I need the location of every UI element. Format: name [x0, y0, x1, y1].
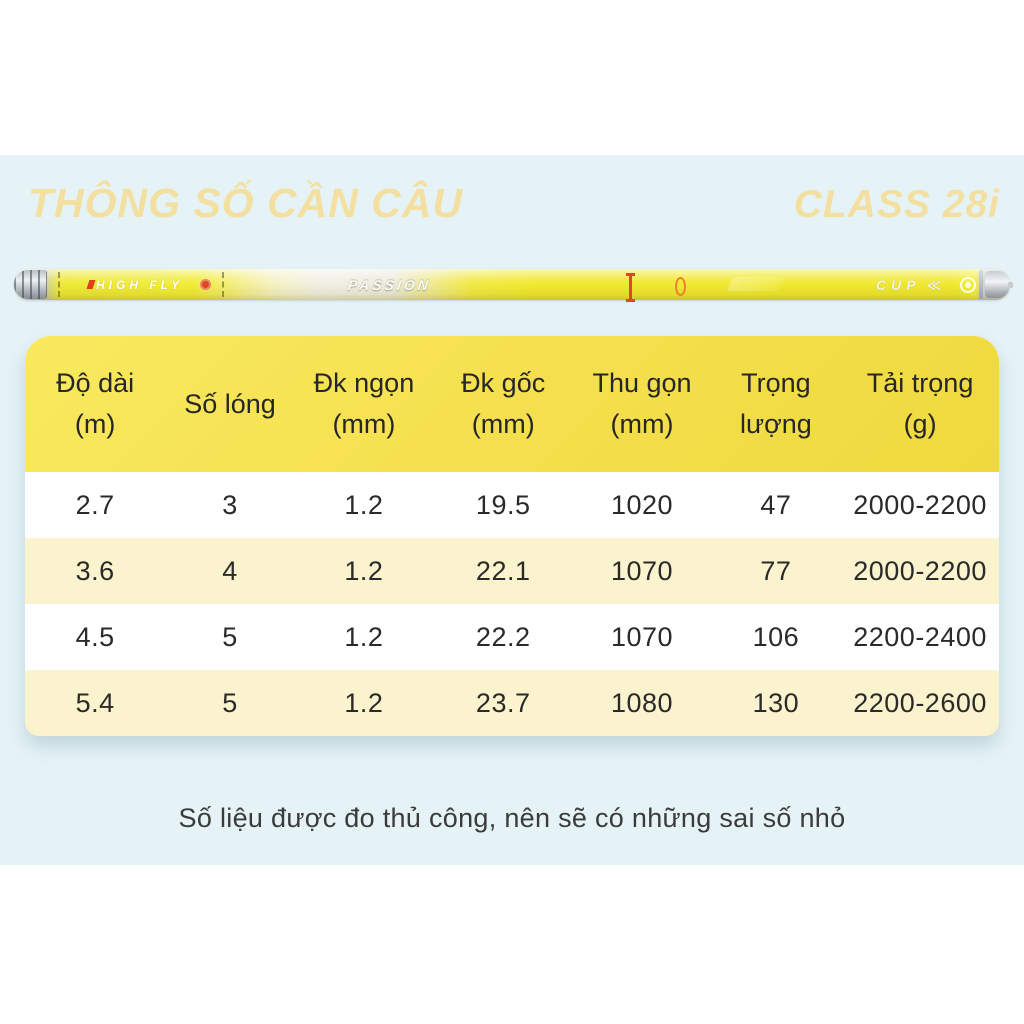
measurement-footnote: Số liệu được đo thủ công, nên sẽ có những sai số nhỏ — [178, 803, 846, 833]
rod-joint-mark — [222, 272, 224, 297]
fishing-rod-image — [14, 269, 1010, 300]
table-row: 4.5 5 1.2 22.2 1070 106 2200-2400 — [75, 621, 987, 652]
rod-circle-emblem-icon — [960, 277, 976, 293]
table-row: 2.7 3 1.2 19.5 1020 47 2000-2200 — [75, 489, 987, 520]
rod-marking-high-fly: HIGH FLY — [96, 278, 184, 292]
spec-table — [25, 336, 999, 736]
col-header-trong-luong: Trọng lượng — [740, 368, 812, 439]
table-row: 5.4 5 1.2 23.7 1080 130 2200-2600 — [25, 670, 999, 736]
rod-tip-ring — [979, 270, 983, 299]
rod-tip-nub — [1008, 282, 1013, 288]
col-header-thu-gon: Thu gọn (mm) — [592, 368, 692, 439]
rod-butt-cap — [14, 270, 47, 299]
rod-joint-mark — [58, 272, 60, 297]
rod-marking-cup-text: CUP — [876, 277, 921, 293]
chevrons-icon: ≪ — [926, 277, 942, 293]
col-header-tai-trong: Tải trọng (g) — [866, 368, 974, 439]
model-name: CLASS 28i — [793, 183, 1000, 226]
header-row — [28, 180, 1000, 227]
rod-marking-cup — [876, 277, 941, 294]
col-header-dk-ngon: Đk ngọn (mm) — [313, 368, 415, 439]
rod-red-i-mark — [626, 273, 635, 302]
col-header-do-dai: Độ dài (m) — [56, 368, 135, 439]
page-title: THÔNG SỐ CẦN CÂU — [28, 180, 464, 226]
rod-marking-passion: PASSION — [346, 277, 433, 293]
col-header-dk-goc: Đk gốc (mm) — [461, 368, 546, 439]
rod-tip-cap — [985, 271, 1010, 298]
rod-red-accent — [87, 280, 96, 289]
table-row: 3.6 4 1.2 22.1 1070 77 2000-2200 — [25, 538, 999, 604]
table-header — [25, 336, 999, 472]
rod-red-badge — [200, 279, 211, 290]
col-header-so-long: Số lóng — [184, 388, 276, 419]
rod-ghost-graphic — [727, 277, 786, 291]
rod-orange-oval-mark — [675, 277, 686, 296]
